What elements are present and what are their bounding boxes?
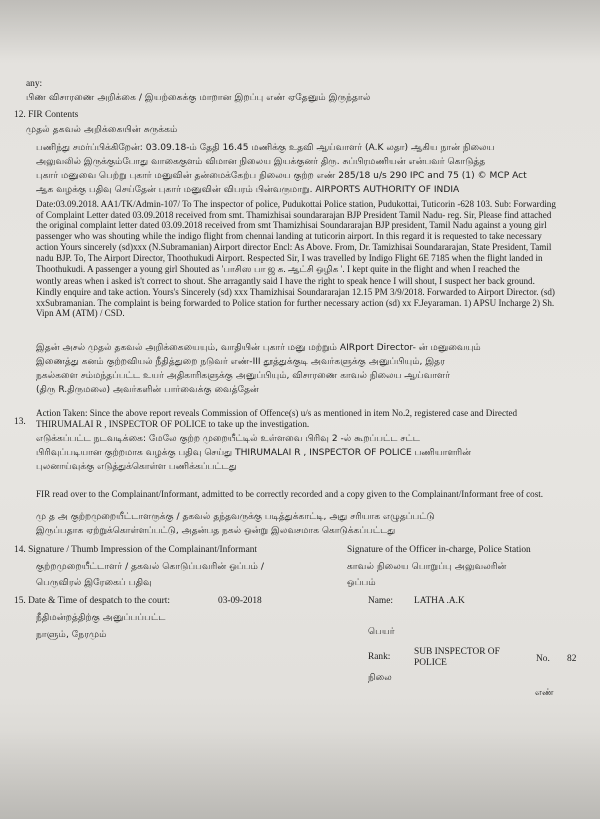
despatch-date-value: 03-09-2018 (218, 596, 262, 606)
officer-signature-tamil-2: ஒப்பம் (347, 577, 376, 588)
fir-english-line: Kindly enquire and take action. Yours's Sincerely (sd) xxx Thamizhisai Soundararajan 12.15 PM 3/9/2018. Forwarded to Airport Director. (sd) (36, 286, 555, 297)
fir-english-line: passenger who was shouting while the indigo flight from chennai landing at tuticorin airport. In this regard it is requested to take necessary (36, 231, 542, 242)
officer-rank-label: Rank: (368, 652, 391, 662)
action-taken-tamil-line: புலனாய்வுக்கு எடுத்துக்கொள்ள பணிக்கப்பட்டது (36, 462, 237, 472)
action-taken-line: THIRUMALAI R , INSPECTOR OF POLICE to take up the investigation. (36, 418, 310, 429)
despatch-tamil-1: நீதிமன்றத்திற்கு அனுப்பப்பட்ட (36, 612, 166, 623)
fir-tamil-block (36, 341, 584, 397)
fir-read-over-tamil (36, 510, 584, 538)
despatch-tamil-2: நாளும், நேரமும் (36, 629, 107, 640)
fir-english-line: Vipn AM (ATM) / CSD. (36, 308, 125, 319)
postmortem-tamil-line: பிண விசாரணை அறிக்கை / இயற்கைக்கு மாறான இறப்பு எண் ஏதேனும் இருந்தால் (26, 92, 371, 103)
fir-read-over-text: FIR read over to the Complainant/Informant, admitted to be correctly recorded and a copy given to the Complainant/Informant free of cost. (36, 489, 544, 499)
action-taken-line: Action Taken: Since the above report reveals Commission of Offence(s) u/s as mentioned in item No.2, registered case and Directed (36, 408, 518, 418)
action-taken-tamil-line: பிரிவுப்படியான குற்றமாக வழக்கு பதிவு செய்து THIRUMALAI R , INSPECTOR OF POLICE பணியாளரின் (36, 448, 472, 458)
fir-tamil-line: (திரு R.திருமலை) அவர்களின் பார்வைக்கு வைத்தேன் (36, 385, 259, 395)
fir-mixed-line: பணிந்து சமர்ப்பிக்கிறேன்: 03.09.18-ம் தேதி 16.45 மணிக்கு உதவி ஆய்வாளர் (A.K லதா) ஆகிய நான் நிலைய (36, 143, 495, 153)
fir-mixed-line: புகார் மனுவை பெற்று புகார் மனுவின் தன்மைக்கேற்ப நிலைய குற்ற எண் 285/18 u/s 290 IPC and 75 (1) © MCP Act (36, 171, 527, 181)
officer-name-label: Name: (368, 596, 393, 606)
action-taken-english (36, 408, 584, 429)
despatch-date-label: 15. Date & Time of despatch to the court: (14, 596, 170, 606)
fir-english-line: nadu BJP. To, The Airport Director, Thoothukudi Airport. Respected Sir, I was travelled by Indigo Flight 6E 7185 when the flight landed in (36, 252, 543, 263)
fir-english-block (36, 199, 584, 319)
any-label: any: (26, 79, 43, 89)
officer-rank-value-2: POLICE (414, 658, 447, 668)
officer-rank-tamil: நிலை (368, 672, 392, 683)
officer-number-value: 82 (567, 654, 577, 664)
fir-summary-tamil-title: முதல் தகவல் அறிக்கையின் சுருக்கம் (26, 124, 178, 135)
officer-number-tamil: எண் (535, 687, 554, 698)
fir-english-line: the original complaint letter dated 03.09.2018 received from smt Thamizhisai Soundararajan BJP president, Tamil Nadu against a young girl (36, 220, 547, 231)
fir-tamil-line: இதன் அசல் முதல் தகவல் அறிக்கையையும், வாதியின் புகார் மனு மற்றும் AIRport Director- ன் மனுவையும் (36, 343, 481, 353)
officer-name-value: LATHA .A.K (414, 596, 465, 606)
action-taken-tamil (36, 432, 584, 474)
fir-tamil-line: இணைத்து கனம் குற்றவியல் நீதித்துறை நடுவர் எண்-III தூத்துக்குடி அவர்களுக்கு அனுப்பியும், இதர (36, 357, 445, 367)
officer-number-label: No. (536, 654, 550, 664)
fir-read-over-tamil-line: இருப்பதாக ஏற்றுக்கொள்ளப்பட்டு, அதன்பத நகல் ஒன்று இலவசமாக கொடுக்கப்பட்டது (36, 526, 396, 536)
action-taken-number: 13. (14, 417, 26, 427)
page-shadow-top (0, 0, 600, 60)
officer-signature-tamil-1: காவல் நிலைய பொறுப்பு அலுவலரின் (347, 561, 507, 572)
complainant-signature-label: 14. Signature / Thumb Impression of the Complainant/Informant (14, 545, 258, 555)
fir-english-line: xxSubramanian. The complaint is being forwarded to Police station for further necessary action (sd) xx F.Jeyaraman. 1) APSU Incharge 2) Sh. (36, 297, 555, 308)
fir-english-line: action Yours sincerely (sd)xxx (N.Subramanian) Airport director Encl: As Above. From, Dr. Tamizhisai Soundararajan, State President, Tamil (36, 241, 552, 252)
complainant-signature-tamil-2: பெருவிரல் இரேகைப் பதிவு (36, 577, 152, 588)
fir-mixed-block (36, 141, 584, 197)
fir-english-line: wontly areas when i asked is't correct to shout. She arragantly said I have the right to speak hence I will shout, I suspect her back ground. (36, 276, 535, 287)
complainant-signature-tamil-1: குற்றமுறையீட்டாளர் / தகவல் கொடுப்பவரின் ஒப்பம் / (36, 561, 265, 572)
officer-name-tamil: பெயர் (368, 626, 395, 637)
officer-signature-label: Signature of the Officer in-charge, Police Station (347, 545, 531, 555)
fir-english-line: Date:03.09.2018. AA1/TK/Admin-107/ To The inspector of police, Pudukottai Police station, Pudukottai, Tuticorin -628 103. Sub: Forwarding (36, 199, 556, 209)
fir-mixed-line: அலுவலில் இருக்கும்போது வாகைகுளம் விமான நிலைய இயக்குனர் திரு. சுப்பிரமணியன் என்பவர் கொடுத்த (36, 157, 486, 167)
fir-english-line: of Complaint Letter dated 03.09.2018 received from smt. Thamizhisai soundararajan BJP President Tamil Nadu- reg. Sir, Please find attached (36, 209, 552, 220)
page-shadow-bottom (0, 729, 600, 819)
fir-tamil-line: நகல்களை சம்மந்தப்பட்ட உயர் அதிகாரிகளுக்கு அனுப்பியும், விசாரணை காவல் நிலைய ஆய்வாளர் (36, 371, 450, 381)
action-taken-tamil-line: எடுக்கப்பட்ட நடவடிக்கை: மேலே குற்ற முறையீட்டில் உள்ளவை பிரிவு 2 -ல் கூறப்பட்ட சட்ட (36, 434, 420, 444)
fir-mixed-line: ஆக வழக்கு பதிவு செய்தேன் புகார் மனுவின் விபரம் பின்வருமாறு. AIRPORTS AUTHORITY OF INDIA (36, 185, 460, 195)
fir-english-line: Thoothukudi. A passenger a young girl Shouted as 'பாசிஸ பா ஜ க. ஆட்சி ஒழிக '. I kept quite in the flight and when I reached the (36, 264, 520, 275)
officer-rank-value-1: SUB INSPECTOR OF (414, 647, 500, 657)
fir-read-over-tamil-line: மு த அ குற்றமுறையீட்டாளருக்கு / தகவல் தந்தவருக்கு படித்துக்காட்டி, அது சரியாக எழுதப்பட்டு (36, 512, 435, 522)
fir-contents-label: 12. FIR Contents (14, 110, 79, 120)
